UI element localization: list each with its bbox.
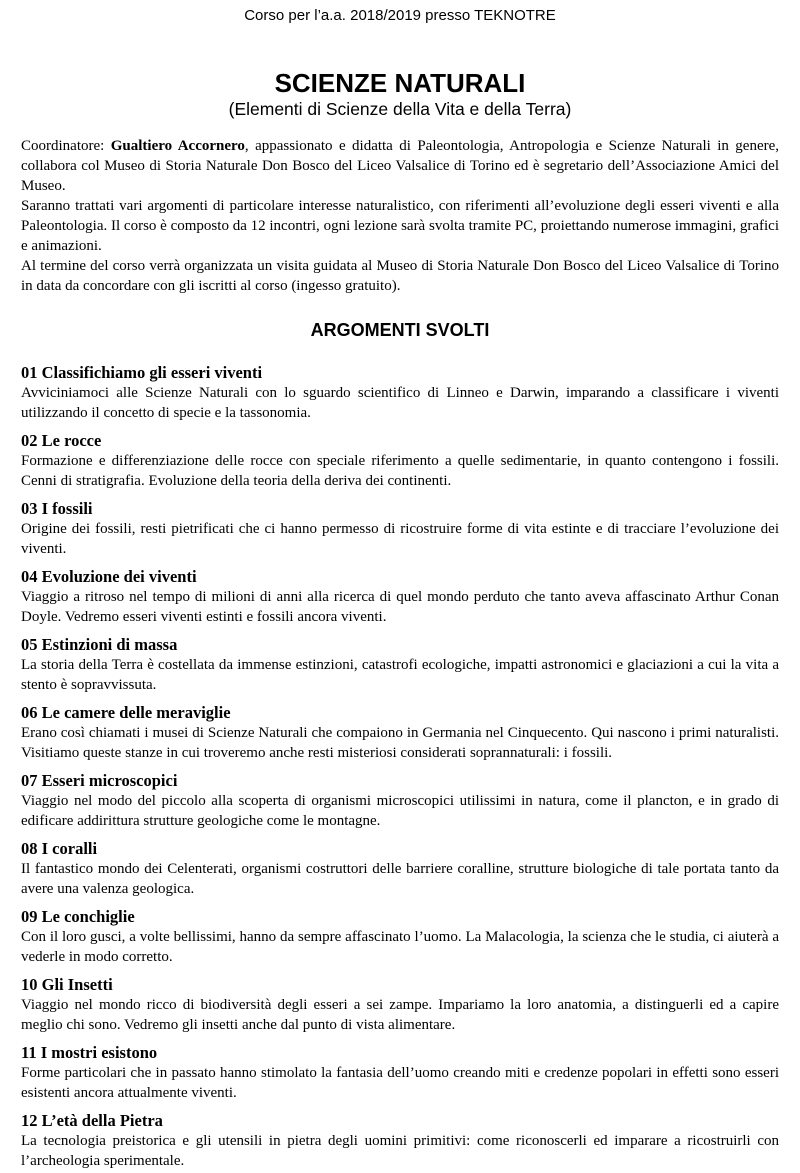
topic-body: Avviciniamoci alle Scienze Naturali con lo sguardo scientifico di Linneo e Darwin, imparando a classificare i viventi utilizzando il concetto di specie e la tassonomia. bbox=[21, 385, 779, 421]
topic-section-04 bbox=[21, 567, 779, 627]
topic-body: Con il loro gusci, a volte bellissimi, hanno da sempre affascinato l’uomo. La Malacologia, la scienza che le studia, ci aiuterà a vederle in modo corretto. bbox=[21, 929, 779, 965]
topic-title: 12 L’età della Pietra bbox=[21, 1111, 163, 1130]
topic-body: La tecnologia preistorica e gli utensili in pietra degli uomini primitivi: come riconoscerli ed imparare a ricostruirli con l’archeologia sperimentale. bbox=[21, 1133, 779, 1169]
topic-title: 03 I fossili bbox=[21, 499, 93, 518]
topic-section-05 bbox=[21, 635, 779, 695]
topic-title: 10 Gli Insetti bbox=[21, 975, 113, 994]
museum-visit-paragraph: Al termine del corso verrà organizzata un visita guidata al Museo di Storia Naturale Don Bosco del Liceo Valsalice di Torino in data da concordare con gli iscritti al corso (ingesso gratuito). bbox=[21, 258, 779, 294]
coordinator-name: Gualtiero Accornero bbox=[110, 138, 245, 154]
coordinator-paragraph-rest: , appassionato e didatta di Paleontologia, Antropologia e Scienze Naturali in genere, collabora col Museo di Storia Naturale Don Bosco del Liceo Valsalice di Torino ed è segretario dell’Associazione Amici del Museo. bbox=[21, 138, 780, 194]
topic-section-08 bbox=[21, 839, 779, 899]
topic-section-10 bbox=[21, 975, 779, 1035]
topic-body: Viaggio a ritroso nel tempo di milioni di anni alla ricerca di quel mondo perduto che tanto aveva affascinato Arthur Conan Doyle. Vedremo esseri viventi estinti e fossili ancora viventi. bbox=[21, 589, 779, 625]
course-header-line: Corso per l’a.a. 2018/2019 presso TEKNOTRE bbox=[244, 7, 556, 24]
topic-title: 04 Evoluzione dei viventi bbox=[21, 567, 197, 586]
topic-body: La storia della Terra è costellata da immense estinzioni, catastrofi ecologiche, impatti astronomici e glaciazioni a cui la vita a stento è sopravvissuta. bbox=[21, 657, 779, 693]
topic-section-09 bbox=[21, 907, 779, 967]
topic-title: 08 I coralli bbox=[21, 839, 98, 858]
topic-title: 06 Le camere delle meraviglie bbox=[21, 703, 231, 722]
topic-body: Formazione e differenziazione delle rocce con speciale riferimento a quelle sedimentarie, in quanto contengono i fossili. Cenni di stratigrafia. Evoluzione della teoria della deriva dei continenti. bbox=[21, 453, 779, 489]
topics-list bbox=[21, 363, 779, 1171]
topic-section-07 bbox=[21, 771, 779, 831]
topic-body: Il fantastico mondo dei Celenterati, organismi costruttori delle barriere coralline, strutture biologiche di tale portata tanto da avere una valenza geologica. bbox=[21, 861, 779, 897]
topic-title: 09 Le conchiglie bbox=[21, 907, 135, 926]
intro-paragraphs bbox=[21, 136, 779, 296]
topic-body: Erano così chiamati i musei di Scienze Naturali che compaiono in Germania nel Cinquecento. Qui nascono i primi naturalisti. Visitiamo queste stanze in cui troveremo anche resti misteriosi considerati soprannaturali: i fossili. bbox=[21, 725, 779, 761]
topic-section-02 bbox=[21, 431, 779, 491]
course-description-paragraph: Saranno trattati vari argomenti di particolare interesse naturalistico, con riferimenti all’evoluzione degli esseri viventi e alla Paleontologia. Il corso è composto da 12 incontri, ogni lezione sarà svolta tramite PC, proiettando numerose immagini, grafici e animazioni. bbox=[21, 198, 779, 254]
topic-title: 02 Le rocce bbox=[21, 431, 102, 450]
page-subtitle: (Elementi di Scienze della Vita e della Terra) bbox=[228, 99, 572, 119]
page-title: SCIENZE NATURALI bbox=[274, 68, 526, 98]
topic-section-11 bbox=[21, 1043, 779, 1103]
topic-title: 11 I mostri esistono bbox=[21, 1043, 158, 1062]
topic-title: 01 Classifichiamo gli esseri viventi bbox=[21, 363, 263, 382]
topic-body: Viaggio nel modo del piccolo alla scoperta di organismi microscopici utilissimi in natura, come il plancton, e in grado di edificare addirittura strutture geologiche come le montagne. bbox=[21, 793, 779, 829]
topic-section-01 bbox=[21, 363, 779, 423]
topic-title: 07 Esseri microscopici bbox=[21, 771, 178, 790]
topic-section-12 bbox=[21, 1111, 779, 1171]
topic-body: Origine dei fossili, resti pietrificati che ci hanno permesso di ricostruire forme di vita estinte e di tracciare l’evoluzione dei viventi. bbox=[21, 521, 779, 557]
topic-body: Forme particolari che in passato hanno stimolato la fantasia dell’uomo creando miti e credenze popolari in effetti sono esseri esistenti ancora attualmente viventi. bbox=[21, 1065, 779, 1101]
topic-section-03 bbox=[21, 499, 779, 559]
topic-title: 05 Estinzioni di massa bbox=[21, 635, 178, 654]
topic-body: Viaggio nel mondo ricco di biodiversità degli esseri a sei zampe. Impariamo la loro anatomia, a distinguerli ed a capire meglio chi sono. Vedremo gli insetti anche dal punto di vista alimentare. bbox=[21, 997, 779, 1033]
coordinator-paragraph bbox=[21, 136, 779, 196]
topic-section-06 bbox=[21, 703, 779, 763]
topics-section-heading: ARGOMENTI SVOLTI bbox=[310, 320, 490, 340]
coordinator-label: Coordinatore: bbox=[21, 138, 111, 154]
